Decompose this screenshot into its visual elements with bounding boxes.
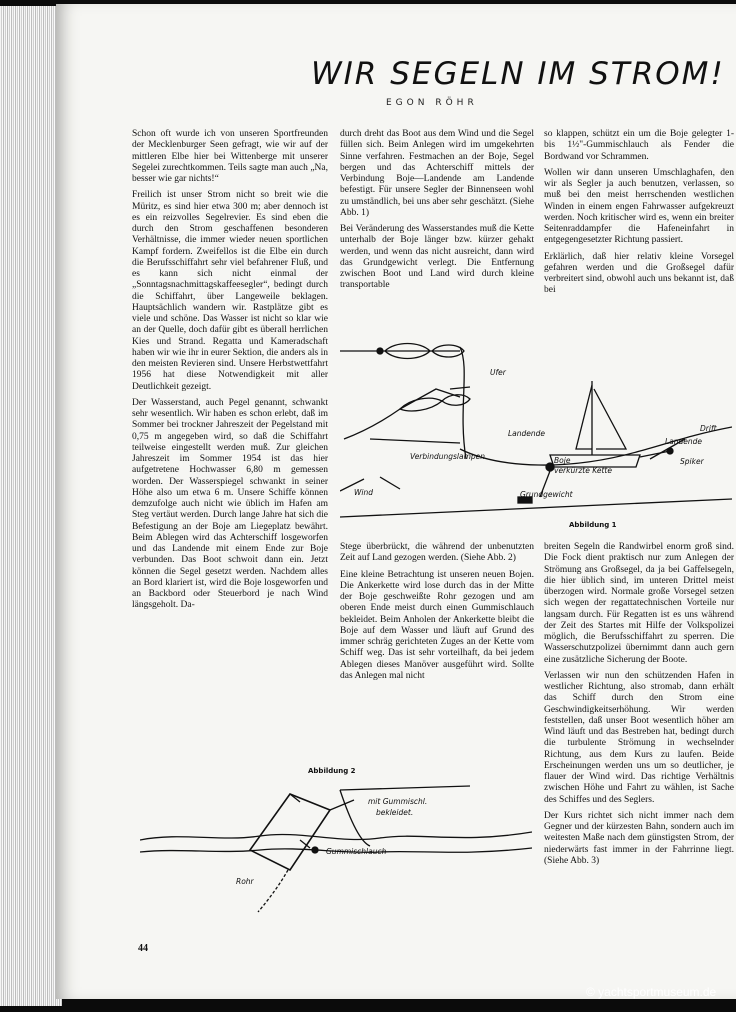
paragraph: Freilich ist unser Strom nicht so breit wie die Müritz, es sind hier etwa 300 m; aber dennoch ist es ein reizvolles Segelrevier. Es sind eben die durch den Strom geschaffenen besonderen Verhältnisse, die immer wieder neuen sportlichen Kampf fordern. Zweifellos ist die Elbe ein durch die Berufsschiffahrt sehr viel befahrener Fluß, und es kann sich nicht einmal der „Sonntagsnachmittagskaffeesegler“, bedingt durch die Schiffahrt, über Langeweile beklagen. Hauptsächlich wandern wir. Rastplätze gibt es viele und schöne. Das Wasser ist nicht so klar wie an der Quelle, doch dafür gibt es überall herrlichen Kies und Strand. Regatta und Kameradschaft haben wir wie ihr in eurer Sektion, die anders als in den meisten Revieren sind. Unsere Herbstwettfahrt 1956 hat diese Notwendigkeit mit aller Deutlichkeit gezeigt.: [132, 190, 329, 392]
paragraph: breiten Segeln die Randwirbel enorm groß sind. Die Fock dient praktisch nur zum Anlegen der Strömung ans Großsegel, da ja bei Gaffelsegeln, die hier üblich sind, im unteren Drittel meist überzogen wird. Normale große Vorsegel setzen sich wegen der regattatechnischen Vorteile nur langsam durch. Für Regatten ist es uns während der Zeit des Startes mit Hilfe der Volkspolizei möglich, die Berufsschiffahrt zu sperren. Die Wasserschutzpolizei übernimmt dann auch gern eine zusätzliche Sicherung der Boote.: [544, 542, 734, 665]
label-grundgewicht: Grundgewicht: [520, 490, 573, 499]
label-mit-gummi-1: mit Gummischl.: [368, 797, 428, 806]
paragraph: Eine kleine Betrachtung ist unseren neuen Bojen. Die Ankerkette wird lose durch das in der Mitte der Boje geschweißte Rohr gezogen und am oberen Ende meist durch einen Gummischlauch bekleidet. Beim Anholen der Ankerkette bleibt die Boje auf dem Wasser und läuft auf Grund des immer schräg gerichteten Zuges an der Kette vom Schiff weg. Das ist sehr vorteilhaft, da bei jedem Ablegen dieses Manöver ausgeführt wird. Sollte das Anlegen mal nicht: [340, 569, 534, 681]
column-3-bottom: [544, 542, 734, 872]
label-landende-left: Landende: [508, 429, 546, 438]
label-landende-right: Landende: [665, 437, 703, 446]
column-2-top: [340, 129, 534, 297]
article-title: WIR SEGELN IM STROM!: [311, 56, 725, 92]
paragraph: so klappen, schützt ein um die Boje gelegter 1- bis 1½"-Gummischlauch als Fender die Bordwand vor Schrammen.: [544, 129, 734, 162]
column-1: [132, 129, 328, 617]
label-kette: verkürzte Kette: [554, 466, 612, 475]
paragraph: Verlassen wir nun den schützenden Hafen in westlicher Richtung, also stromab, dann erhält das Schiff durch den Strom eine Geschwindigkeitserhöhung. Wir werden feststellen, daß unser Boot wesentlich höher am Wind läuft und das Bestreben hat, bedingt durch die turbulente Strömung in wechselnder Richtung, aus dem Kurs zu laufen. Beide Erscheinungen werden uns um so deutlicher, je flauer der Wind wird. Das richtige Verhältnis zwischen Höhe und Fahrt zu wählen, ist Sache des Schiffes und des Seglers.: [544, 670, 734, 805]
label-drift: Drift: [700, 424, 717, 433]
figure-1-caption: Abbildung 1: [569, 521, 617, 529]
paragraph: Stege überbrückt, die während der unbenutzten Zeit auf Land gezogen werden. (Siehe Abb. 2): [340, 542, 534, 564]
label-wind: Wind: [354, 488, 374, 497]
paragraph: Der Kurs richtet sich nicht immer nach dem Gegner und der kürzesten Bahn, sondern auch im weitesten Maße nach dem günstigsten Strom, der niederwärts fast immer in der Fahrrinne liegt. (Siehe Abb. 3): [544, 810, 734, 866]
figure-2-caption: Abbildung 2: [308, 767, 356, 775]
label-verbindung: Verbindungslampen: [410, 452, 486, 461]
label-ufer: Ufer: [490, 368, 506, 377]
figure-2-buoy-diagram: [140, 780, 532, 920]
magazine-page: [56, 4, 736, 999]
label-rohr: Rohr: [236, 877, 254, 886]
paragraph: Der Wasserstand, auch Pegel genannt, schwankt sehr wesentlich. Wir haben es schon erlebt, daß im Sommer bei trockner Jahreszeit der Pegelstand mit 0,75 m angegeben wird, so daß die Schiffahrt teilweise eingestellt werden muß. Zur gleichen Jahreszeit im Sommer 1954 ist das hier aufgetretene Hochwasser 6,80 m gemessen worden. Der Wasserspiegel schwankt in seiner Höhe also um etwa 6 m. Unsere Schiffe können demzufolge auch nicht wie üblich im Hafen am Steg vertäut werden. Durch lange Jahre hat sich die Befestigung an der Boje am Liegeplatz bewährt. Beim Ablegen wird das Achterschiff losgeworfen und das Landende mit einem Ende zur Boje verbunden. Das Boot schwoit dann ein. Jetzt können die Segel gesetzt werden. Nachdem alles an Bord klariert ist, wird die Boje losgeworfen und an Backbord oder Steuerbord je nach Wind längsgeholt. Da-: [132, 397, 328, 611]
paragraph: Bei Veränderung des Wasserstandes muß die Kette unterhalb der Boje länger bzw. kürzer gehakt werden, und wenn das nicht ausreicht, dann wird das Grundgewicht verlegt. Die Entfernung zwischen Boot und Land wird durch kleine transportable: [340, 224, 534, 291]
watermark: © yachtsportmuseum.de: [586, 985, 717, 999]
figure-1-mooring-diagram: [340, 339, 732, 519]
label-gummischlauch: Gummischlauch: [326, 847, 387, 856]
paragraph: durch dreht das Boot aus dem Wind und die Segel füllen sich. Beim Anlegen wird im umgekehrten Sinne verfahren. Festmachen an der Boje, Segel bergen und das Achterschiff mittels der Verbindung Boje—Landende am Landende befestigt. Für unsere Segler der Binnenseen wohl zu umständlich, bei uns aber sehr geschätzt. (Siehe Abb. 1): [340, 129, 534, 218]
column-2-bottom: [340, 542, 534, 687]
article-author: EGON RÖHR: [386, 98, 478, 108]
column-3-top: [544, 129, 734, 302]
paragraph: Erklärlich, daß hier relativ kleine Vorsegel gefahren werden und die Großsegel dafür verbreitert sind, obwohl auch uns bekannt ist, daß bei: [544, 251, 734, 296]
book-page-edges: [0, 6, 62, 1006]
paragraph: Wollen wir dann unseren Umschlaghafen, den wir als Segler ja auch benutzen, verlassen, so muß bei den meist herrschenden westlichen Winden in einem engen Fahrwasser aufgekreuzt werden. Noch kritischer wird es, wenn ein breiter Seitenraddampfer die Hafeneinfahrt in entgegengesetzter Richtung passiert.: [544, 167, 734, 246]
label-spiker: Spiker: [680, 457, 704, 466]
label-mit-gummi-2: bekleidet.: [376, 808, 414, 817]
label-boje: Boje: [554, 456, 571, 465]
paragraph: Schon oft wurde ich von unseren Sportfreunden der Mecklenburger Seen gefragt, wie wir auf der mittleren Elbe hier bei Wittenberge mit unserer Segelei zurechtkommen. Teils sagte man auch „Na, besser wie gar nichts!“: [132, 129, 328, 184]
page-number: 44: [138, 943, 148, 954]
